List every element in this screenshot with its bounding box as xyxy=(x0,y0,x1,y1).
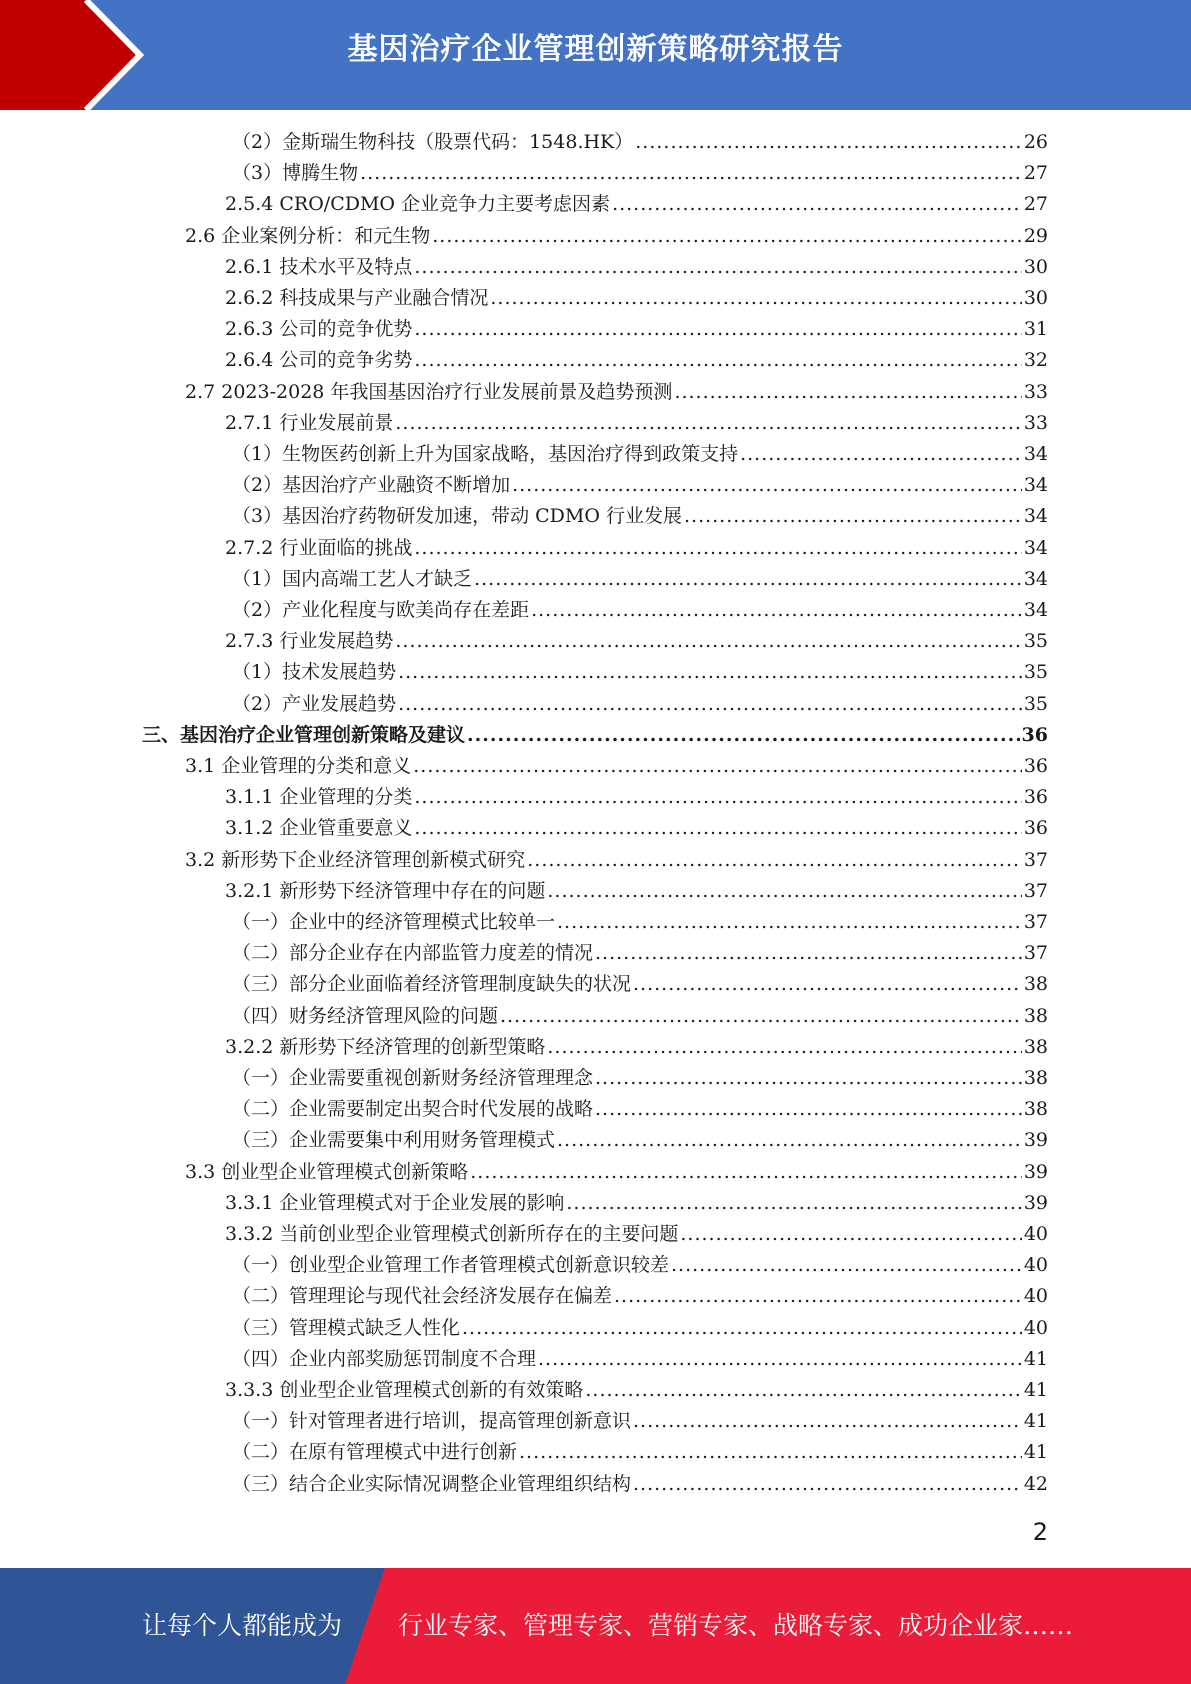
toc-entry xyxy=(232,1281,1048,1312)
toc-entry-page: 33 xyxy=(1023,411,1048,434)
toc-entry-page: 39 xyxy=(1023,1129,1048,1152)
toc-entry-page: 36 xyxy=(1023,755,1048,777)
toc-dot-leader xyxy=(671,1250,1022,1281)
toc-dot-leader xyxy=(395,626,1021,657)
toc-entry-page: 42 xyxy=(1023,1472,1048,1495)
toc-dot-leader xyxy=(547,876,1021,907)
toc-entry-page: 40 xyxy=(1023,1223,1048,1245)
footer-slogan-right: 行业专家、管理专家、营销专家、战略专家、成功企业家…… xyxy=(398,1611,1074,1640)
toc-dot-leader xyxy=(633,1406,1022,1437)
toc-entry xyxy=(232,501,1048,532)
toc-dot-leader xyxy=(684,501,1022,532)
toc-entry xyxy=(232,1313,1048,1344)
toc-entry-title: （2）产业发展趋势 xyxy=(232,692,397,715)
toc-entry xyxy=(232,1437,1048,1468)
toc-entry-title: 2.5.4 CRO/CDMO 企业竞争力主要考虑因素 xyxy=(225,193,611,216)
toc-entry xyxy=(225,876,1048,907)
toc-entry-page: 39 xyxy=(1023,1160,1048,1183)
toc-entry xyxy=(232,1250,1048,1281)
toc-entry-title: （三）管理模式缺乏人性化 xyxy=(232,1316,461,1339)
toc-entry-title: 3.3.3 创业型企业管理模式创新的有效策略 xyxy=(225,1379,584,1401)
toc-dot-leader xyxy=(462,1313,1022,1344)
toc-entry-page: 36 xyxy=(1023,817,1048,840)
toc-dot-leader xyxy=(414,782,1021,813)
toc-entry xyxy=(232,1063,1048,1094)
toc-dot-leader xyxy=(635,127,1022,158)
toc-dot-leader xyxy=(595,1063,1022,1094)
toc-entry-page: 41 xyxy=(1023,1347,1048,1370)
toc-entry-title: 2.6.1 技术水平及特点 xyxy=(225,255,413,278)
toc-entry-page: 34 xyxy=(1023,599,1048,621)
toc-entry-title: （二）部分企业存在内部监管力度差的情况 xyxy=(232,942,594,965)
toc-entry-page: 38 xyxy=(1023,1098,1048,1121)
toc-entry-title: 2.6.2 科技成果与产业融合情况 xyxy=(225,287,489,309)
page-header xyxy=(0,0,1191,110)
toc-entry-title: 2.6.4 公司的竞争劣势 xyxy=(225,349,413,372)
toc-dot-leader xyxy=(527,845,1022,876)
toc-entry-title: （1）生物医药创新上升为国家战略，基因治疗得到政策支持 xyxy=(232,443,739,465)
toc-dot-leader xyxy=(467,720,1020,751)
toc-entry-page: 37 xyxy=(1023,879,1048,902)
toc-dot-leader xyxy=(414,252,1021,283)
toc-entry-page: 34 xyxy=(1023,505,1048,528)
toc-entry xyxy=(225,533,1048,564)
toc-entry-title: （四）财务经济管理风险的问题 xyxy=(232,1004,499,1027)
toc-entry-page: 40 xyxy=(1023,1285,1048,1308)
toc-entry-page: 34 xyxy=(1023,443,1048,465)
toc-entry-title: （三）结合企业实际情况调整企业管理组织结构 xyxy=(232,1472,632,1495)
toc-entry xyxy=(225,1375,1048,1406)
toc-entry-title: 2.7 2023-2028 年我国基因治疗行业发展前景及趋势预测 xyxy=(185,380,673,403)
toc-entry xyxy=(225,626,1048,657)
toc-entry-title: 3.1 企业管理的分类和意义 xyxy=(185,755,412,777)
toc-entry xyxy=(225,1219,1048,1250)
toc-entry-title: （1）国内高端工艺人才缺乏 xyxy=(232,567,473,590)
toc-entry-page: 38 xyxy=(1023,973,1048,996)
toc-entry-page: 33 xyxy=(1023,380,1048,403)
toc-entry-title: （一）企业需要重视创新财务经济管理理念 xyxy=(232,1067,594,1089)
toc-entry xyxy=(232,1001,1048,1032)
toc-entry xyxy=(142,720,1048,751)
toc-dot-leader xyxy=(474,564,1022,595)
toc-entry xyxy=(225,813,1048,844)
toc-entry xyxy=(225,1032,1048,1063)
toc-entry xyxy=(225,283,1048,314)
toc-entry-title: 3.3.1 企业管理模式对于企业发展的影响 xyxy=(225,1191,565,1214)
toc-entry-title: 3.2.2 新形势下经济管理的创新型策略 xyxy=(225,1035,546,1058)
toc-dot-leader xyxy=(740,439,1022,470)
footer-slogan-left: 让每个人都能成为 xyxy=(142,1611,343,1640)
toc-entry-title: （2）基因治疗产业融资不断增加 xyxy=(232,474,511,497)
page-number: 2 xyxy=(1032,1518,1048,1546)
toc-entry-title: （3）博腾生物 xyxy=(232,162,359,185)
toc-dot-leader xyxy=(414,533,1021,564)
toc-entry xyxy=(232,439,1048,470)
toc-dot-leader xyxy=(595,1094,1022,1125)
toc-entry-title: 2.6 企业案例分析：和元生物 xyxy=(185,224,431,247)
toc-dot-leader xyxy=(557,1125,1022,1156)
toc-entry-page: 40 xyxy=(1023,1254,1048,1277)
toc-dot-leader xyxy=(633,969,1022,1000)
toc-dot-leader xyxy=(360,158,1022,189)
toc-entry-page: 38 xyxy=(1023,1035,1048,1058)
toc-entry-page: 30 xyxy=(1023,255,1048,278)
toc-entry-page: 35 xyxy=(1023,661,1048,684)
toc-entry xyxy=(225,408,1048,439)
toc-entry xyxy=(185,1157,1048,1188)
toc-dot-leader xyxy=(398,689,1022,720)
toc-entry-page: 31 xyxy=(1023,318,1048,341)
report-title: 基因治疗企业管理创新策略研究报告 xyxy=(347,32,844,67)
toc-entry-page: 32 xyxy=(1023,349,1048,372)
toc-entry xyxy=(232,564,1048,595)
toc-dot-leader xyxy=(395,408,1021,439)
toc-entry-page: 41 xyxy=(1023,1441,1048,1464)
toc-entry-title: 2.7.2 行业面临的挑战 xyxy=(225,536,413,559)
toc-dot-leader xyxy=(538,1344,1022,1375)
toc-entry-page: 37 xyxy=(1023,848,1048,871)
toc-entry xyxy=(232,1469,1048,1500)
toc-dot-leader xyxy=(512,470,1022,501)
toc-entry-title: （一）创业型企业管理工作者管理模式创新意识较差 xyxy=(232,1254,670,1277)
toc-dot-leader xyxy=(414,813,1021,844)
toc-entry-page: 26 xyxy=(1023,131,1048,153)
toc-entry-page: 41 xyxy=(1023,1410,1048,1433)
toc-entry xyxy=(185,845,1048,876)
toc-entry xyxy=(232,689,1048,720)
toc-entry-title: （四）企业内部奖励惩罚制度不合理 xyxy=(232,1347,537,1370)
toc-dot-leader xyxy=(490,283,1021,314)
toc-dot-leader xyxy=(557,907,1022,938)
toc-entry-title: 3.1.1 企业管理的分类 xyxy=(225,786,413,809)
toc-entry-title: （1）技术发展趋势 xyxy=(232,661,397,684)
toc-entry-title: 3.2 新形势下企业经济管理创新模式研究 xyxy=(185,848,526,871)
toc-dot-leader xyxy=(674,377,1021,408)
toc-entry-page: 41 xyxy=(1023,1379,1048,1401)
toc-entry-page: 37 xyxy=(1023,942,1048,965)
toc-entry-page: 35 xyxy=(1023,692,1048,715)
toc-entry xyxy=(185,377,1048,408)
toc-entry xyxy=(225,189,1048,220)
toc-entry-title: （一）企业中的经济管理模式比较单一 xyxy=(232,911,556,933)
toc-entry xyxy=(232,1406,1048,1437)
toc-entry-page: 39 xyxy=(1023,1191,1048,1214)
toc-entry-page: 34 xyxy=(1023,536,1048,559)
toc-dot-leader xyxy=(432,221,1022,252)
toc-entry-page: 36 xyxy=(1021,723,1048,746)
toc-entry xyxy=(185,751,1048,782)
page-footer xyxy=(0,1568,1191,1684)
toc-entry-title: （3）基因治疗药物研发加速，带动 CDMO 行业发展 xyxy=(232,505,682,528)
toc-entry-title: 3.1.2 企业管重要意义 xyxy=(225,817,413,840)
toc-dot-leader xyxy=(680,1219,1021,1250)
toc-entry xyxy=(232,470,1048,501)
toc-entry xyxy=(232,907,1048,938)
toc-entry-page: 40 xyxy=(1023,1316,1048,1339)
toc-entry xyxy=(232,938,1048,969)
toc-entry xyxy=(232,127,1048,158)
toc-dot-leader xyxy=(531,595,1022,626)
toc-dot-leader xyxy=(595,938,1022,969)
toc-dot-leader xyxy=(614,1281,1022,1312)
toc-dot-leader xyxy=(633,1469,1022,1500)
toc-entry-title: 3.3.2 当前创业型企业管理模式创新所存在的主要问题 xyxy=(225,1223,679,1245)
toc-entry-title: （2）金斯瑞生物科技（股票代码：1548.HK） xyxy=(232,131,634,153)
toc-entry xyxy=(225,314,1048,345)
toc-entry-title: 2.7.3 行业发展趋势 xyxy=(225,630,394,653)
toc-dot-leader xyxy=(414,345,1021,376)
toc-entry-title: 2.7.1 行业发展前景 xyxy=(225,411,394,434)
toc-entry-page: 36 xyxy=(1023,786,1048,809)
toc-dot-leader xyxy=(413,751,1022,782)
toc-entry-page: 34 xyxy=(1023,474,1048,497)
toc-dot-leader xyxy=(398,657,1022,688)
toc-entry xyxy=(232,657,1048,688)
toc-entry xyxy=(232,158,1048,189)
toc-entry xyxy=(232,1094,1048,1125)
toc-entry-title: （三）部分企业面临着经济管理制度缺失的状况 xyxy=(232,973,632,996)
toc-entry xyxy=(225,782,1048,813)
toc-entry xyxy=(225,1188,1048,1219)
toc-entry-title: （三）企业需要集中利用财务管理模式 xyxy=(232,1129,556,1152)
toc-entry-page: 38 xyxy=(1023,1004,1048,1027)
toc-entry xyxy=(232,1125,1048,1156)
toc-entry-page: 35 xyxy=(1023,630,1048,653)
toc-dot-leader xyxy=(500,1001,1022,1032)
toc-entry-title: 3.3 创业型企业管理模式创新策略 xyxy=(185,1160,469,1183)
toc-dot-leader xyxy=(612,189,1022,220)
toc-dot-leader xyxy=(519,1437,1022,1468)
toc-entry-page: 34 xyxy=(1023,567,1048,590)
toc-dot-leader xyxy=(585,1375,1021,1406)
toc-entry-page: 27 xyxy=(1023,193,1048,216)
toc-entry-title: 三、基因治疗企业管理创新策略及建议 xyxy=(142,723,466,746)
toc-entry xyxy=(225,252,1048,283)
toc-dot-leader xyxy=(414,314,1021,345)
toc-dot-leader xyxy=(566,1188,1021,1219)
toc-entry-title: （2）产业化程度与欧美尚存在差距 xyxy=(232,599,530,621)
toc-entry-title: （二）企业需要制定出契合时代发展的战略 xyxy=(232,1098,594,1121)
toc-dot-leader xyxy=(547,1032,1021,1063)
toc-entry-title: （一）针对管理者进行培训，提高管理创新意识 xyxy=(232,1410,632,1433)
toc-entry xyxy=(232,1344,1048,1375)
toc-entry-title: （二）管理理论与现代社会经济发展存在偏差 xyxy=(232,1285,613,1308)
toc-entry xyxy=(232,969,1048,1000)
toc-entry xyxy=(232,595,1048,626)
toc-entry-title: 3.2.1 新形势下经济管理中存在的问题 xyxy=(225,879,546,902)
toc-entry-page: 27 xyxy=(1023,162,1048,185)
toc-entry-page: 37 xyxy=(1023,911,1048,933)
toc-entry-page: 30 xyxy=(1023,287,1048,309)
toc-entry-title: 2.6.3 公司的竞争优势 xyxy=(225,318,413,341)
toc-entry xyxy=(225,345,1048,376)
toc-entry-page: 38 xyxy=(1023,1067,1048,1089)
toc-entry xyxy=(185,221,1048,252)
toc-entry-page: 29 xyxy=(1023,224,1048,247)
toc-entry-title: （二）在原有管理模式中进行创新 xyxy=(232,1441,518,1464)
toc-dot-leader xyxy=(470,1157,1022,1188)
